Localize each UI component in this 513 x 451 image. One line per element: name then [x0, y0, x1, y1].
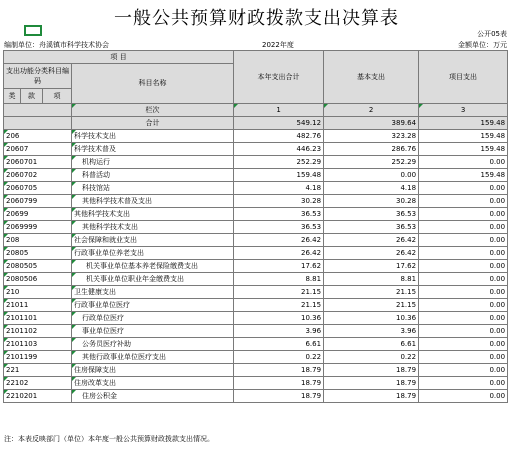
row-basic[interactable]: 18.79: [324, 377, 419, 390]
row-total[interactable]: 252.29: [234, 156, 324, 169]
header-kind: 类: [4, 89, 21, 104]
row-code[interactable]: 2060799: [4, 195, 72, 208]
sum-total[interactable]: 549.12: [234, 117, 324, 130]
row-total[interactable]: 30.28: [234, 195, 324, 208]
row-project[interactable]: 0.00: [419, 338, 508, 351]
col-num-3: 3: [419, 104, 508, 117]
row-total[interactable]: 159.48: [234, 169, 324, 182]
row-project[interactable]: 0.00: [419, 208, 508, 221]
row-basic[interactable]: 4.18: [324, 182, 419, 195]
header-subject-name: 科目名称: [72, 64, 234, 104]
unit-label: 金额单位：万元: [458, 41, 507, 49]
row-name[interactable]: 机构运行: [72, 156, 234, 169]
row-total[interactable]: 36.53: [234, 208, 324, 221]
header-project: 项 目: [4, 51, 234, 64]
row-project[interactable]: 0.00: [419, 377, 508, 390]
row-code[interactable]: 2101102: [4, 325, 72, 338]
header-total[interactable]: 本年支出合计: [234, 51, 324, 104]
row-name[interactable]: 公务员医疗补助: [72, 338, 234, 351]
row-basic[interactable]: 252.29: [324, 156, 419, 169]
row-name[interactable]: 机关事业单位基本养老保险缴费支出: [72, 260, 234, 273]
row-total[interactable]: 10.36: [234, 312, 324, 325]
table-row: [4, 390, 508, 403]
row-code[interactable]: 2060705: [4, 182, 72, 195]
row-code[interactable]: 20805: [4, 247, 72, 260]
row-project[interactable]: 0.00: [419, 195, 508, 208]
row-total[interactable]: 18.79: [234, 364, 324, 377]
row-code[interactable]: 206: [4, 130, 72, 143]
row-project[interactable]: 0.00: [419, 325, 508, 338]
table-row: [4, 299, 508, 312]
row-basic[interactable]: 323.28: [324, 130, 419, 143]
sum-label: 合计: [72, 117, 234, 130]
row-basic[interactable]: 18.79: [324, 390, 419, 403]
row-name[interactable]: 事业单位医疗: [72, 325, 234, 338]
table-row: [4, 221, 508, 234]
org-label: 编制单位：舟溪镇市科学技术协会: [4, 41, 109, 49]
row-basic[interactable]: 3.96: [324, 325, 419, 338]
header-section: 款: [21, 89, 43, 104]
table-row: [4, 169, 508, 182]
row-name[interactable]: 其他科学技术支出: [72, 208, 234, 221]
row-code[interactable]: 22102: [4, 377, 72, 390]
row-code[interactable]: 20699: [4, 208, 72, 221]
footnote: 注：本表反映部门（单位）本年度一般公共预算财政拨款支出情况。: [4, 435, 214, 443]
row-total[interactable]: 36.53: [234, 221, 324, 234]
row-project[interactable]: 0.00: [419, 182, 508, 195]
active-cell-selector[interactable]: [24, 25, 42, 36]
row-basic[interactable]: 17.62: [324, 260, 419, 273]
table-row: [4, 351, 508, 364]
row-name[interactable]: 住房保障支出: [72, 364, 234, 377]
row-project[interactable]: 0.00: [419, 299, 508, 312]
table-body: [4, 51, 508, 403]
table-row: [4, 364, 508, 377]
row-basic[interactable]: 0.22: [324, 351, 419, 364]
row-total[interactable]: 17.62: [234, 260, 324, 273]
row-basic[interactable]: 8.81: [324, 273, 419, 286]
budget-table: [3, 50, 508, 403]
row-name[interactable]: 行政事业单位养老支出: [72, 247, 234, 260]
row-total[interactable]: 21.15: [234, 286, 324, 299]
table-row: [4, 273, 508, 286]
row-project[interactable]: 0.00: [419, 156, 508, 169]
row-basic[interactable]: 18.79: [324, 364, 419, 377]
table-row: [4, 325, 508, 338]
header-basic[interactable]: 基本支出: [324, 51, 419, 104]
row-name[interactable]: 科学技术普及: [72, 143, 234, 156]
row-basic[interactable]: 286.76: [324, 143, 419, 156]
table-row: [4, 234, 508, 247]
row-code[interactable]: 2101103: [4, 338, 72, 351]
row-code[interactable]: 2060702: [4, 169, 72, 182]
row-basic[interactable]: 10.36: [324, 312, 419, 325]
row-code[interactable]: 20607: [4, 143, 72, 156]
row-total[interactable]: 8.81: [234, 273, 324, 286]
row-project[interactable]: 0.00: [419, 390, 508, 403]
header-project-expense[interactable]: 项目支出: [419, 51, 508, 104]
row-name[interactable]: 科普活动: [72, 169, 234, 182]
header-item: 项: [43, 89, 72, 104]
row-total[interactable]: 482.76: [234, 130, 324, 143]
row-total[interactable]: 4.18: [234, 182, 324, 195]
row-name[interactable]: 卫生健康支出: [72, 286, 234, 299]
row-total[interactable]: 6.61: [234, 338, 324, 351]
row-project[interactable]: 0.00: [419, 273, 508, 286]
header-func-code: 支出功能分类科目编码: [4, 64, 72, 89]
row-project[interactable]: 0.00: [419, 286, 508, 299]
row-total[interactable]: 446.23: [234, 143, 324, 156]
row-project[interactable]: 159.48: [419, 143, 508, 156]
col-num-2: 2: [324, 104, 419, 117]
row-name[interactable]: 行政事业单位医疗: [72, 299, 234, 312]
row-project[interactable]: 0.00: [419, 364, 508, 377]
row-code[interactable]: 221: [4, 364, 72, 377]
row-name[interactable]: 其他科学技术普及支出: [72, 195, 234, 208]
table-row: [4, 286, 508, 299]
row-project[interactable]: 0.00: [419, 351, 508, 364]
row-code[interactable]: 2069999: [4, 221, 72, 234]
sum-row: [4, 117, 508, 130]
sum-project[interactable]: 159.48: [419, 117, 508, 130]
row-total[interactable]: 18.79: [234, 390, 324, 403]
row-code[interactable]: 2080505: [4, 260, 72, 273]
table-row: [4, 312, 508, 325]
row-project[interactable]: 0.00: [419, 221, 508, 234]
row-code[interactable]: 2101199: [4, 351, 72, 364]
table-row: [4, 143, 508, 156]
row-code[interactable]: 2080506: [4, 273, 72, 286]
row-code[interactable]: 2210201: [4, 390, 72, 403]
row-basic[interactable]: 26.42: [324, 247, 419, 260]
table-row: [4, 338, 508, 351]
form-code: 公开05表: [477, 30, 507, 38]
row-project[interactable]: 159.48: [419, 130, 508, 143]
table-row: [4, 182, 508, 195]
table-row: [4, 195, 508, 208]
row-project[interactable]: 0.00: [419, 234, 508, 247]
row-name[interactable]: 住房改革支出: [72, 377, 234, 390]
row-code[interactable]: 21011: [4, 299, 72, 312]
table-row: [4, 377, 508, 390]
table-row: [4, 260, 508, 273]
col-num-1: 1: [234, 104, 324, 117]
row-basic[interactable]: 0.00: [324, 169, 419, 182]
row-total[interactable]: 18.79: [234, 377, 324, 390]
row-basic[interactable]: 36.53: [324, 208, 419, 221]
col-row-label: 栏次: [72, 104, 234, 117]
row-project[interactable]: 0.00: [419, 260, 508, 273]
table-row: [4, 247, 508, 260]
row-total[interactable]: 21.15: [234, 299, 324, 312]
row-basic[interactable]: 21.15: [324, 299, 419, 312]
table-row: [4, 208, 508, 221]
row-code[interactable]: 210: [4, 286, 72, 299]
table-row: [4, 130, 508, 143]
row-project[interactable]: 159.48: [419, 169, 508, 182]
row-name[interactable]: 行政单位医疗: [72, 312, 234, 325]
year-label: 2022年度: [262, 41, 294, 49]
row-basic[interactable]: 36.53: [324, 221, 419, 234]
row-name[interactable]: 住房公积金: [72, 390, 234, 403]
row-name[interactable]: 科学技术支出: [72, 130, 234, 143]
row-total[interactable]: 26.42: [234, 247, 324, 260]
header-row-project: [4, 51, 508, 64]
row-project[interactable]: 0.00: [419, 247, 508, 260]
row-basic[interactable]: 30.28: [324, 195, 419, 208]
row-basic[interactable]: 21.15: [324, 286, 419, 299]
row-project[interactable]: 0.00: [419, 312, 508, 325]
row-basic[interactable]: 6.61: [324, 338, 419, 351]
row-code[interactable]: 208: [4, 234, 72, 247]
row-total[interactable]: 26.42: [234, 234, 324, 247]
row-name[interactable]: 其他科学技术支出: [72, 221, 234, 234]
page-title: 一般公共预算财政拨款支出决算表: [114, 8, 399, 29]
row-name[interactable]: 社会保障和就业支出: [72, 234, 234, 247]
row-code[interactable]: 2060701: [4, 156, 72, 169]
sum-basic[interactable]: 389.64: [324, 117, 419, 130]
row-total[interactable]: 3.96: [234, 325, 324, 338]
row-code[interactable]: 2101101: [4, 312, 72, 325]
row-name[interactable]: 其他行政事业单位医疗支出: [72, 351, 234, 364]
row-name[interactable]: 科技馆站: [72, 182, 234, 195]
row-total[interactable]: 0.22: [234, 351, 324, 364]
row-name[interactable]: 机关事业单位职业年金缴费支出: [72, 273, 234, 286]
row-basic[interactable]: 26.42: [324, 234, 419, 247]
table-row: [4, 156, 508, 169]
column-index-row: [4, 104, 508, 117]
